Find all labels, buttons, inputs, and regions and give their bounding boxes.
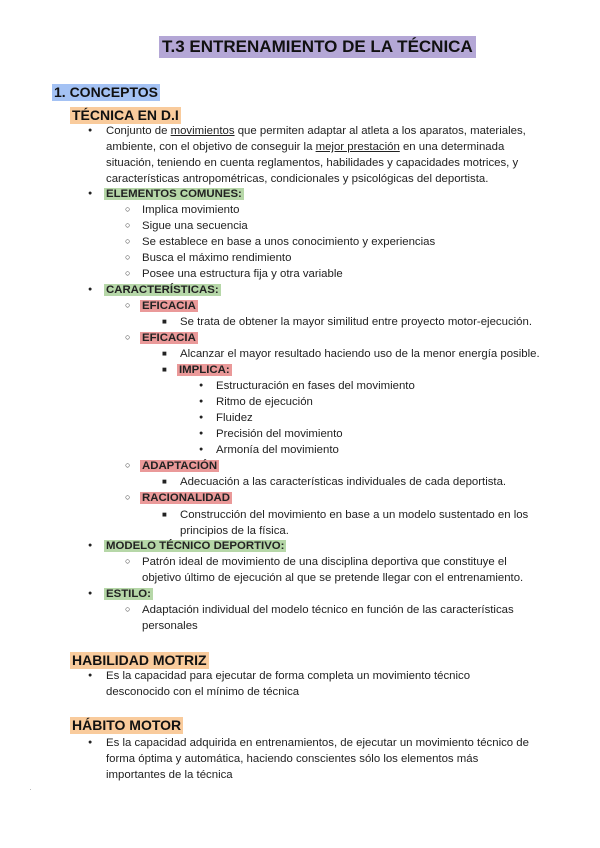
bullet-ring-icon [125,490,130,506]
bullet-dot-icon [88,282,92,300]
bullet-ring-icon [125,202,130,218]
racionalidad-line-2: principios de la física. [180,525,289,537]
habito-line-3: importantes de la técnica [106,769,233,781]
racionalidad-highlight: RACIONALIDAD [142,492,230,504]
implica-label [177,362,232,378]
bullet-ring-icon [125,602,130,618]
bullet-square-icon [162,346,167,363]
implica-item: Precisión del movimiento [216,428,343,440]
bullet-square-icon [162,362,167,379]
adaptacion-text: Adecuación a las características individuales de cada deportista. [180,476,507,488]
definition-line-4: características antropométricas, condicionales y psicológicas del deportista. [106,173,489,185]
adaptacion-label [140,458,219,474]
modelo-label [104,538,286,554]
caracteristicas-label [104,282,221,298]
bullet-ring-icon [125,266,130,282]
estilo-highlight: ESTILO: [106,588,151,600]
racionalidad-line-1: Construcción del movimiento en base a un modelo sustentado en los [180,509,529,521]
estilo-label [104,586,153,602]
modelo-highlight: MODELO TÉCNICO DEPORTIVO: [106,540,285,552]
def-text-l2a: ambiente, con el objetivo de conseguir la [106,141,316,153]
bullet-dot-icon [88,186,92,204]
bullet-ring-icon [125,298,130,314]
definition-line-2 [106,139,504,155]
elemento-item: Se establece en base a unos conocimiento y experiencias [142,236,436,248]
bullet-ring-icon [125,234,130,250]
bullet-square-icon [162,314,167,331]
elementos-comunes-highlight: ELEMENTOS COMUNES: [106,188,242,200]
heading-tecnica: TÉCNICA EN D.I [72,107,179,123]
eficacia-2-highlight: EFICACIA [142,332,196,344]
def-text-l2b: en una determinada [399,141,505,153]
bullet-ring-icon [125,250,130,266]
bullet-dot-icon [88,123,92,141]
elemento-item: Posee una estructura fija y otra variable [142,268,343,280]
modelo-line-2: objetivo último de ejecución al que se pretende llegar con el entrenamiento. [142,572,524,584]
bullet-ring-icon [125,554,130,570]
def-text-a: Conjunto de [106,125,171,137]
bullet-dot-icon [88,586,92,604]
implica-item: Estructuración en fases del movimiento [216,380,415,392]
bullet-dot-icon [88,538,92,556]
implica-item: Armonía del movimiento [216,444,339,456]
def-underline-movimientos: movimientos [170,125,235,137]
habito-line-1: Es la capacidad adquirida en entrenamientos, de ejecutar un movimiento técnico de [106,737,529,749]
definition-line-1 [106,123,526,139]
bullet-ring-icon [125,330,130,346]
bullet-dot-icon [88,735,92,753]
bullet-ring-icon [125,218,130,234]
eficacia-1-highlight: EFICACIA [142,300,196,312]
caracteristicas-highlight: CARACTERÍSTICAS: [106,284,219,296]
estilo-line-2: personales [142,620,198,632]
estilo-line-1: Adaptación individual del modelo técnico en función de las características [142,604,514,616]
elemento-item: Busca el máximo rendimiento [142,252,292,264]
elemento-item: Implica movimiento [142,204,240,216]
implica-item: Ritmo de ejecución [216,396,313,408]
bullet-square-icon [162,507,167,524]
racionalidad-label [140,490,232,506]
habito-line-2: forma óptima y automática, haciendo conscientes sólo los elementos más [106,753,479,765]
page-speck [30,789,31,790]
implica-item: Fluidez [216,412,253,424]
heading-habito-motor: HÁBITO MOTOR [72,717,182,733]
elementos-comunes-label [104,186,244,202]
implica-highlight: IMPLICA: [179,364,230,376]
bullet-dot-icon [88,668,92,686]
habilidad-line-2: desconocido con el mínimo de técnica [106,686,300,698]
section-heading-conceptos: 1. CONCEPTOS [54,84,158,100]
eficacia-2-text: Alcanzar el mayor resultado haciendo uso de la menor energía posible. [180,348,540,360]
adaptacion-highlight: ADAPTACIÓN [142,460,218,472]
bullet-ring-icon [125,458,130,474]
habilidad-line-1: Es la capacidad para ejecutar de forma completa un movimiento técnico [106,670,471,682]
eficacia-1-label [140,298,198,314]
eficacia-1-text: Se trata de obtener la mayor similitud entre proyecto motor-ejecución. [180,316,533,328]
definition-line-3: situación, teniendo en cuenta reglamentos, habilidades y capacidades motrices, y [106,157,519,169]
bullet-square-icon [162,474,167,491]
def-text-b: que permiten adaptar al atleta a los aparatos, materiales, [234,125,526,137]
page-title: T.3 ENTRENAMIENTO DE LA TÉCNICA [159,36,476,58]
heading-habilidad-motriz: HABILIDAD MOTRIZ [72,652,207,668]
elemento-item: Sigue una secuencia [142,220,248,232]
def-underline-mejor-prestacion: mejor prestación [315,141,400,153]
eficacia-2-label [140,330,198,346]
modelo-line-1: Patrón ideal de movimiento de una disciplina deportiva que constituye el [142,556,507,568]
